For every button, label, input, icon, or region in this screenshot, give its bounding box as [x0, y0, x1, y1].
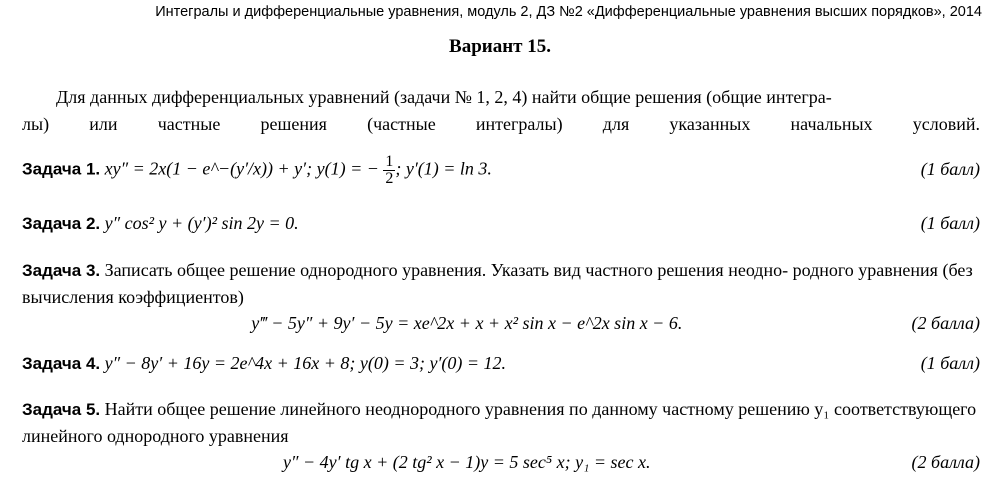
task-1-equation-tail: ; y′(1) = ln 3.	[395, 158, 492, 179]
task-3	[22, 257, 980, 336]
task-4-label: Задача 4.	[22, 354, 101, 373]
task-2-points: (1 балл)	[920, 213, 980, 233]
task-5-label: Задача 5.	[22, 400, 101, 419]
task-3-label: Задача 3.	[22, 261, 101, 280]
task-3-text: Записать общее решение однородного уравнения. Указать вид частного решения неодно- родного уравнения (без вычисления коэффициентов)	[22, 260, 973, 307]
task-5-text: Найти общее решение линейного неоднородного уравнения по данному частному решению y₁ соответствующего линейного однородного уравнения	[22, 399, 977, 446]
task-1	[22, 154, 980, 187]
task-2-label: Задача 2.	[22, 214, 101, 233]
task-4-points: (1 балл)	[920, 353, 980, 373]
task-5-equation: y″ − 4y′ tg x + (2 tg² x − 1)y = 5 sec⁵ x; y₁ = sec x.	[283, 452, 651, 472]
instructions-line-2: лы) или частные решения (частные интегралы) для указанных начальных условий.	[22, 114, 980, 134]
instructions	[22, 84, 980, 138]
task-2	[22, 210, 980, 237]
fraction-denominator: 2	[385, 170, 394, 187]
task-1-equation: xy″ = 2x(1 − e^−(y′/x)) + y′; y(1) = −	[104, 158, 379, 179]
variant-title: Вариант 15.	[449, 36, 551, 57]
task-2-equation: y″ cos² y + (y′)² sin 2y = 0.	[104, 213, 299, 233]
task-5	[22, 396, 980, 475]
task-3-equation: y‴ − 5y″ + 9y′ − 5y = xe^2x + x + x² sin x − e^2x sin x − 6.	[251, 313, 683, 333]
task-1-fraction	[383, 154, 395, 187]
task-4	[22, 350, 980, 377]
task-1-label: Задача 1.	[22, 159, 101, 179]
running-header: Интегралы и дифференциальные уравнения, модуль 2, ДЗ №2 «Дифференциальные уравнения высших порядков», 2014	[155, 4, 982, 20]
fraction-numerator: 1	[385, 153, 394, 170]
instructions-line-1: Для данных дифференциальных уравнений (задачи № 1, 2, 4) найти общие решения (общие интегра-	[56, 87, 832, 107]
task-3-points: (2 балла)	[911, 313, 980, 333]
task-5-points: (2 балла)	[911, 452, 980, 472]
task-4-equation: y″ − 8y′ + 16y = 2e^4x + 16x + 8; y(0) = 3; y′(0) = 12.	[104, 353, 507, 373]
task-1-points: (1 балл)	[920, 158, 980, 179]
